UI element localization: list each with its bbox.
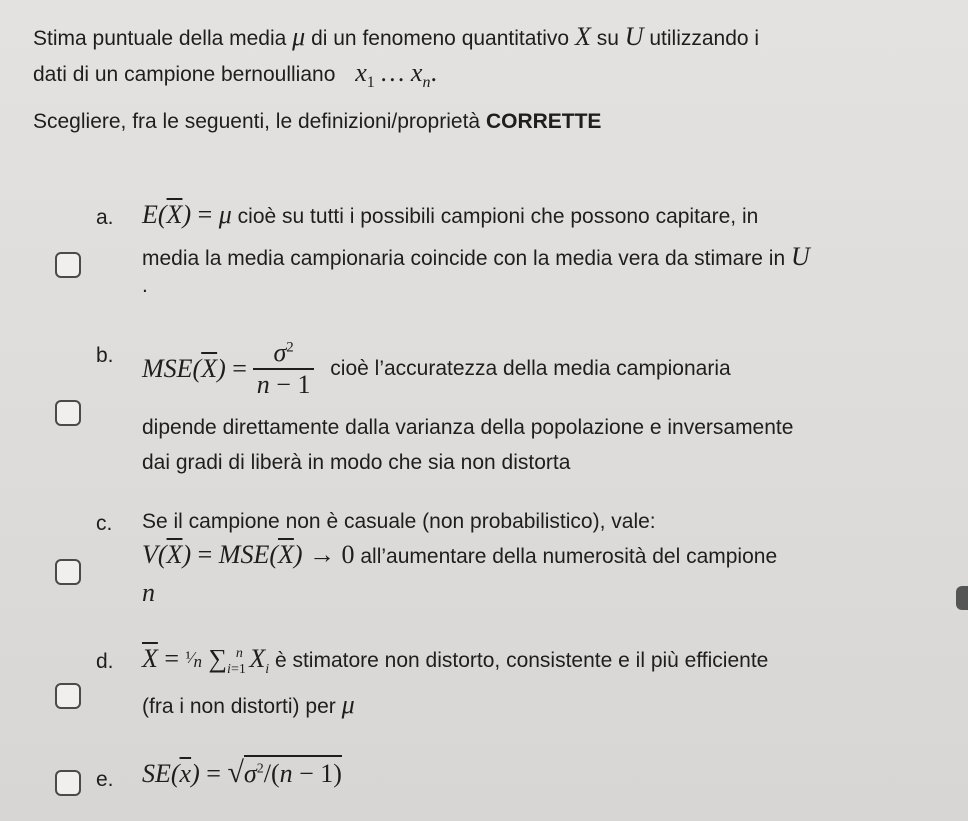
math-mu: μ <box>292 22 306 51</box>
option-d-checkbox[interactable] <box>55 683 81 709</box>
option-b-line-2: dipende direttamente dalla varianza della popolazione e inversamente <box>142 416 794 439</box>
math-n: n <box>142 578 155 607</box>
formula-d: $\overline{X}$ = ¹⁄n $\sum_{i=1}^n$ $X_i$ <box>142 644 270 678</box>
question-line-2 <box>33 58 437 92</box>
option-a-line-2[interactable] <box>142 242 810 272</box>
math-X: X <box>574 22 591 51</box>
option-a-line-3: . <box>142 274 148 297</box>
formula-c: $V(\overline{X}) = MSE(\overline{X}) \to 0$ <box>142 540 355 569</box>
option-e-letter: e. <box>96 768 114 791</box>
question-text: Stima puntuale della media <box>33 27 287 50</box>
option-a-text: cioè su tutti i possibili campioni che possono capitare, in <box>231 205 759 228</box>
option-d-text: (fra i non distorti) per <box>142 695 336 718</box>
option-c-text: all’aumentare della numerosità del campione <box>354 545 778 568</box>
option-b-letter: b. <box>96 344 114 367</box>
option-a-letter: a. <box>96 206 114 229</box>
option-d-line-2[interactable] <box>142 690 355 720</box>
formula-b-lhs: $MSE(\overline{X})$ = <box>142 354 247 383</box>
option-c-line-2[interactable] <box>142 540 777 570</box>
question-line-1 <box>33 22 759 52</box>
question-text: su <box>596 27 619 50</box>
math-mu: μ <box>341 690 355 719</box>
scroll-handle[interactable] <box>956 586 968 610</box>
option-d-letter: d. <box>96 650 114 673</box>
option-d-line-1[interactable] <box>142 644 768 678</box>
math-U: U <box>791 242 810 271</box>
formula-a: $E(\overline{X}) = \mu$ <box>142 200 232 229</box>
option-c-checkbox[interactable] <box>55 559 81 585</box>
option-e-checkbox[interactable] <box>55 770 81 796</box>
formula-e: $SE(\overline{x}) = √\sigma^2/(n - 1)$ <box>142 756 342 789</box>
option-a-text: media la media campionaria coincide con la media vera da stimare in <box>142 247 786 270</box>
option-b-checkbox[interactable] <box>55 400 81 426</box>
option-b-text: cioè l’accuratezza della media campionaria <box>330 357 731 380</box>
option-d-text: è stimatore non distorto, consistente e il più efficiente <box>269 649 769 672</box>
option-a-checkbox[interactable] <box>55 252 81 278</box>
question-text: dati di un campione bernoulliano <box>33 63 336 86</box>
instruction-text: Scegliere, fra le seguenti, le definizioni/proprietà <box>33 110 486 133</box>
math-U: U <box>624 22 644 51</box>
option-e-line-1[interactable] <box>142 756 342 790</box>
formula-b-fraction: $\frac{\sigma^2}{n - 1}$ <box>253 338 315 400</box>
option-c-letter: c. <box>96 512 113 535</box>
option-a-line-1[interactable] <box>142 200 758 230</box>
question-text: di un fenomeno quantitativo <box>311 27 570 50</box>
question-text: utilizzando i <box>649 27 760 50</box>
instruction-emphasis: CORRETTE <box>485 110 602 133</box>
option-b-line-3: dai gradi di liberà in modo che sia non distorta <box>142 451 571 474</box>
option-b-line-1[interactable] <box>142 338 731 400</box>
option-c-line-1: Se il campione non è casuale (non probabilistico), vale: <box>142 510 656 533</box>
instruction <box>33 110 601 134</box>
math-sample: $x_1$ … $x_n$. <box>355 58 437 92</box>
